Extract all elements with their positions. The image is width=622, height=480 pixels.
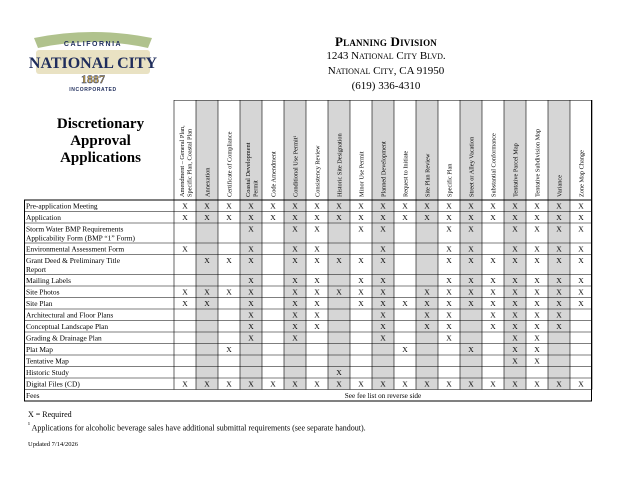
required-mark: X (402, 201, 408, 211)
required-mark: X (182, 244, 188, 254)
required-mark: X (446, 379, 452, 389)
required-mark: X (512, 244, 518, 254)
column-header: Street or Alley Vacation (468, 136, 476, 197)
column-header: Consistency Review (314, 145, 322, 197)
required-mark: X (402, 213, 408, 222)
required-mark: X (468, 256, 474, 265)
row-label: Report (26, 265, 47, 274)
required-mark: X (182, 379, 188, 389)
required-mark: X (204, 256, 210, 265)
required-mark: X (468, 345, 474, 354)
required-mark: X (292, 224, 298, 234)
required-mark: X (534, 224, 540, 234)
row-label: Architectural and Floor Plans (26, 310, 114, 320)
updated-date: Updated 7/14/2026 (28, 441, 79, 448)
logo-year: 1887 (81, 72, 105, 86)
required-mark: X (270, 379, 276, 389)
required-mark: X (468, 299, 474, 308)
required-mark: X (248, 287, 254, 297)
required-mark: X (534, 310, 540, 320)
fees-note: See fee list on reverse side (344, 392, 422, 400)
phone-number: (619) 336-4310 (351, 80, 421, 92)
required-mark: X (292, 276, 298, 285)
required-mark: X (468, 201, 474, 211)
row-label: Environmental Assessment Form (26, 244, 125, 254)
required-mark: X (336, 368, 342, 377)
required-mark: X (248, 244, 254, 254)
logo-bottom-text: INCORPORATED (69, 87, 117, 93)
required-mark: X (226, 256, 232, 265)
required-mark: X (556, 224, 562, 234)
required-mark: X (380, 244, 386, 254)
required-mark: X (512, 299, 518, 308)
required-mark: X (314, 201, 320, 211)
required-mark: X (380, 287, 386, 297)
required-mark: X (204, 287, 210, 297)
row-label: Grant Deed & Preliminary Title (26, 256, 121, 265)
required-mark: X (556, 379, 562, 389)
required-mark: X (468, 379, 474, 389)
required-mark: X (490, 299, 496, 308)
row-label: Digital Files (CD) (26, 379, 80, 389)
column-header: Conditional Use Permit¹ (292, 135, 300, 197)
required-mark: X (512, 287, 518, 297)
row-label: Mailing Labels (26, 276, 71, 285)
logo-name: NATIONAL CITY (28, 55, 158, 72)
required-mark: X (512, 345, 518, 354)
row-label: Applicability Form (BMP “1” Form) (26, 233, 135, 243)
legend-footnote (28, 420, 366, 434)
required-mark: X (380, 201, 386, 211)
required-mark: X (490, 322, 496, 331)
required-mark: X (446, 287, 452, 297)
row-label: Plat Map (26, 345, 53, 354)
required-mark: X (534, 287, 540, 297)
required-mark: X (512, 379, 518, 389)
required-mark: X (556, 244, 562, 254)
required-mark: X (446, 213, 452, 222)
required-mark: X (182, 287, 188, 297)
required-mark: X (292, 310, 298, 320)
required-mark: X (534, 256, 540, 265)
required-mark: X (446, 244, 452, 254)
required-mark: X (358, 287, 364, 297)
required-mark: X (226, 287, 232, 297)
column-header: Historic Site Designation (336, 133, 344, 197)
required-mark: X (578, 256, 584, 265)
required-mark: X (226, 213, 232, 222)
required-mark: X (380, 256, 386, 265)
required-mark: X (556, 310, 562, 320)
required-mark: X (446, 276, 452, 285)
required-mark: X (490, 379, 496, 389)
required-mark: X (248, 333, 254, 343)
shaded-column-bg (416, 100, 438, 390)
required-mark: X (204, 201, 210, 211)
required-mark: X (314, 287, 320, 297)
required-mark: X (226, 379, 232, 389)
required-mark: X (578, 213, 584, 222)
required-mark: X (248, 276, 254, 285)
required-mark: X (402, 379, 408, 389)
required-mark: X (182, 299, 188, 308)
column-header: Specific Plan, Coastal Plan (186, 128, 194, 197)
required-mark: X (380, 333, 386, 343)
required-mark: X (446, 256, 452, 265)
column-header: Code Amendment (270, 151, 278, 197)
required-mark: X (380, 322, 386, 331)
required-mark: X (424, 287, 430, 297)
row-label: Site Photos (26, 287, 60, 297)
column-header: Variance (556, 174, 564, 197)
column-header: Minor Use Permit (358, 151, 366, 197)
required-mark: X (468, 276, 474, 285)
required-mark: X (468, 244, 474, 254)
required-mark: X (314, 244, 320, 254)
footnote-mark: ¹ (28, 422, 30, 429)
form-title-line-3: Applications (60, 150, 141, 166)
required-mark: X (314, 224, 320, 234)
column-header: Amendment – General Plan, (178, 125, 186, 197)
required-mark: X (292, 333, 298, 343)
required-mark: X (534, 345, 540, 354)
column-header: Planned Development (380, 141, 388, 197)
required-mark: X (468, 224, 474, 234)
required-mark: X (182, 213, 188, 222)
required-mark: X (534, 276, 540, 285)
required-mark: X (314, 256, 320, 265)
required-mark: X (556, 256, 562, 265)
required-mark: X (424, 322, 430, 331)
required-mark: X (446, 299, 452, 308)
required-mark: X (292, 213, 298, 222)
required-mark: X (358, 224, 364, 234)
required-mark: X (336, 256, 342, 265)
required-mark: X (314, 379, 320, 389)
requirements-matrix (24, 100, 598, 408)
required-mark: X (578, 224, 584, 234)
column-header: Tentative Subdivision Map (534, 128, 542, 197)
required-mark: X (402, 345, 408, 354)
required-mark: X (292, 287, 298, 297)
required-mark: X (556, 287, 562, 297)
required-mark: X (446, 322, 452, 331)
required-mark: X (578, 379, 584, 389)
required-mark: X (578, 287, 584, 297)
required-mark: X (534, 299, 540, 308)
division-title: Planning Division (335, 34, 437, 49)
column-header: Request to Initiate (402, 150, 410, 197)
required-mark: X (424, 299, 430, 308)
required-mark: X (248, 224, 254, 234)
required-mark: X (358, 213, 364, 222)
required-mark: X (534, 379, 540, 389)
column-header: Substantial Conformance (490, 133, 498, 197)
column-header: Annexation (204, 167, 212, 197)
required-mark: X (336, 213, 342, 222)
required-mark: X (556, 213, 562, 222)
required-mark: X (490, 276, 496, 285)
required-mark: X (490, 201, 496, 211)
required-mark: X (336, 201, 342, 211)
required-mark: X (534, 322, 540, 331)
required-mark: X (380, 276, 386, 285)
required-mark: X (424, 213, 430, 222)
row-label: Storm Water BMP Requirements (26, 224, 124, 234)
required-mark: X (512, 224, 518, 234)
required-mark: X (512, 213, 518, 222)
required-mark: X (490, 310, 496, 320)
required-mark: X (248, 310, 254, 320)
required-mark: X (446, 310, 452, 320)
required-mark: X (248, 256, 254, 265)
address-line-2: National City, CA 91950 (327, 65, 445, 77)
row-label: Grading & Drainage Plan (26, 333, 102, 343)
required-mark: X (380, 379, 386, 389)
required-mark: X (468, 287, 474, 297)
column-header: Tentative Parcel Map (512, 143, 520, 197)
required-mark: X (248, 299, 254, 308)
required-mark: X (248, 379, 254, 389)
form-title-line-2: Approval (70, 133, 131, 149)
required-mark: X (358, 201, 364, 211)
required-mark: X (556, 322, 562, 331)
row-label: Tentative Map (26, 356, 69, 366)
row-label: Historic Study (26, 368, 69, 377)
required-mark: X (292, 244, 298, 254)
required-mark: X (424, 201, 430, 211)
required-mark: X (446, 224, 452, 234)
required-mark: X (226, 345, 232, 354)
row-label: Pre-application Meeting (26, 201, 98, 211)
shaded-column-bg (196, 100, 218, 390)
required-mark: X (534, 333, 540, 343)
required-mark: X (336, 379, 342, 389)
required-mark: X (534, 356, 540, 366)
required-mark: X (314, 310, 320, 320)
required-mark: X (292, 322, 298, 331)
required-mark: X (424, 379, 430, 389)
address-line-1: 1243 National City Blvd. (326, 50, 446, 62)
required-mark: X (292, 201, 298, 211)
required-mark: X (402, 299, 408, 308)
column-header: Permit (252, 180, 260, 197)
required-mark: X (578, 299, 584, 308)
required-mark: X (380, 213, 386, 222)
required-mark: X (358, 299, 364, 308)
required-mark: X (314, 213, 320, 222)
required-mark: X (490, 213, 496, 222)
required-mark: X (534, 201, 540, 211)
column-header: Certificate of Compliance (226, 131, 234, 197)
required-mark: X (380, 310, 386, 320)
required-mark: X (512, 310, 518, 320)
division-header (300, 34, 472, 94)
required-mark: X (578, 244, 584, 254)
required-mark: X (490, 256, 496, 265)
required-mark: X (358, 256, 364, 265)
required-mark: X (512, 256, 518, 265)
required-mark: X (292, 299, 298, 308)
required-mark: X (424, 310, 430, 320)
required-mark: X (556, 299, 562, 308)
required-mark: X (182, 201, 188, 211)
national-city-logo (28, 28, 158, 94)
required-mark: X (380, 224, 386, 234)
required-mark: X (358, 276, 364, 285)
required-mark: X (314, 299, 320, 308)
required-mark: X (556, 201, 562, 211)
row-label: Fees (26, 391, 40, 400)
legend (28, 409, 366, 434)
required-mark: X (226, 201, 232, 211)
required-mark: X (314, 276, 320, 285)
row-label: Application (26, 213, 61, 222)
required-mark: X (556, 276, 562, 285)
required-mark: X (204, 299, 210, 308)
required-mark: X (248, 322, 254, 331)
required-mark: X (512, 201, 518, 211)
column-header: Zone Map Change (578, 150, 586, 197)
required-mark: X (248, 201, 254, 211)
column-header: Specific Plan (446, 163, 454, 197)
required-mark: X (270, 201, 276, 211)
required-mark: X (468, 213, 474, 222)
required-mark: X (292, 256, 298, 265)
required-mark: X (446, 333, 452, 343)
required-mark: X (446, 201, 452, 211)
row-label: Conceptual Landscape Plan (26, 322, 109, 331)
required-mark: X (204, 213, 210, 222)
required-mark: X (534, 213, 540, 222)
required-mark: X (578, 276, 584, 285)
required-mark: X (292, 379, 298, 389)
legend-required: X = Required (28, 410, 72, 419)
required-mark: X (578, 201, 584, 211)
required-mark: X (248, 213, 254, 222)
required-mark: X (534, 244, 540, 254)
required-mark: X (204, 379, 210, 389)
required-mark: X (490, 287, 496, 297)
required-mark: X (336, 287, 342, 297)
footnote-text: Applications for alcoholic beverage sales have additional submittal requirements (see separate handout). (31, 423, 366, 433)
required-mark: X (314, 322, 320, 331)
form-title-line-1: Discretionary (56, 116, 145, 132)
required-mark: X (358, 379, 364, 389)
required-mark: X (512, 322, 518, 331)
column-header: Site Plan Review (424, 153, 432, 197)
required-mark: X (512, 356, 518, 366)
required-mark: X (512, 333, 518, 343)
row-label: Site Plan (26, 299, 53, 308)
required-mark: X (380, 299, 386, 308)
required-mark: X (270, 213, 276, 222)
column-header: Coastal Development (244, 142, 252, 197)
required-mark: X (512, 276, 518, 285)
logo-top-text: CALIFORNIA (63, 41, 123, 48)
